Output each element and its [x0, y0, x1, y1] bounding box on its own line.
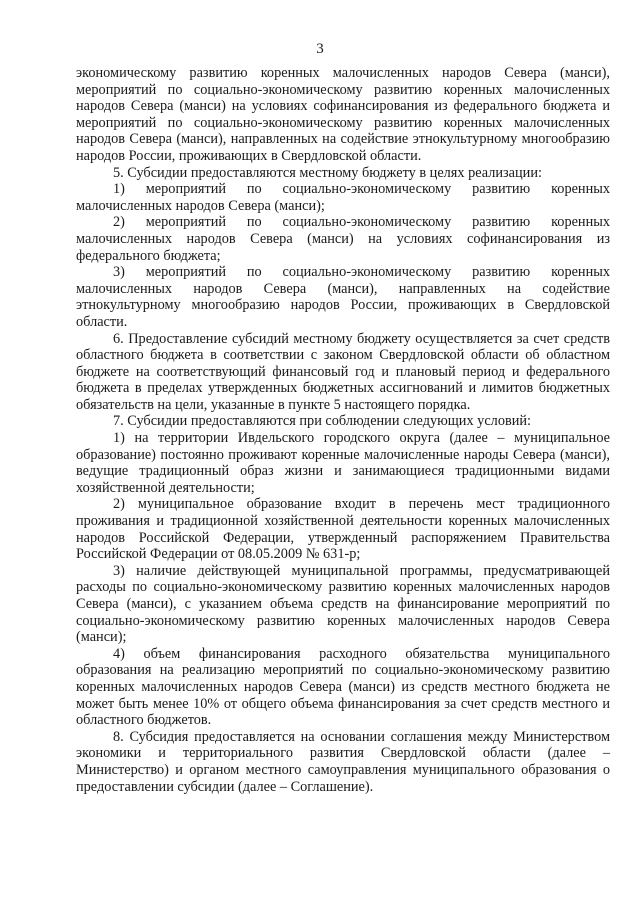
document-body: [76, 65, 610, 795]
paragraph-clause-7-item-3: 3) наличие действующей муниципальной программы, предусматривающей расходы по социально-экономическому развитию коренных малочисленных народов Севера (манси), с указанием объема средств на финансирование мероприятий по социально-экономическому развитию коренных малочисленных народов Севера (манси);: [76, 562, 610, 646]
paragraph-clause-5-item-1: 1) мероприятий по социально-экономическому развитию коренных малочисленных народов Севера (манси);: [76, 181, 610, 214]
paragraph-continuation: экономическому развитию коренных малочисленных народов Севера (манси), мероприятий по социально-экономическому развитию коренных малочисленных народов Севера (манси) на условиях софинансирования из федерального бюджета и мероприятий по социально-экономическому развитию коренных малочисленных народов Севера (манси), направленных на содействие этнокультурному многообразию народов России, проживающих в Свердловской области.: [76, 65, 610, 164]
paragraph-clause-5-item-3: 3) мероприятий по социально-экономическому развитию коренных малочисленных народов Севера (манси), направленных на содействие этнокультурному многообразию народов России, проживающих в Свердловской области.: [76, 264, 610, 330]
paragraph-clause-5-item-2: 2) мероприятий по социально-экономическому развитию коренных малочисленных народов Севера (манси) на условиях софинансирования из федерального бюджета;: [76, 214, 610, 264]
paragraph-clause-7-item-4: 4) объем финансирования расходного обязательства муниципального образования на реализацию мероприятий по социально-экономическому развитию коренных малочисленных народов Севера (манси) из средств местного бюджета не может быть менее 10% от общего объема финансирования за счет средств местного и областного бюджетов.: [76, 645, 610, 729]
paragraph-clause-7: 7. Субсидии предоставляются при соблюдении следующих условий:: [113, 413, 531, 430]
paragraph-clause-5: 5. Субсидии предоставляются местному бюджету в целях реализации:: [113, 164, 542, 181]
paragraph-clause-7-item-1: 1) на территории Ивдельского городского округа (далее – муниципальное образование) постоянно проживают коренные малочисленные народы Севера (манси), ведущие традиционный образ жизни и занимающиеся традиционными видами хозяйственной деятельности;: [76, 430, 610, 496]
page-number: 3: [316, 41, 324, 57]
paragraph-clause-6: 6. Предоставление субсидий местному бюджету осуществляется за счет средств областного бюджета в соответствии с законом Свердловской области об областном бюджете на соответствующий финансовый год и плановый период и федерального бюджета в пределах утвержденных бюджетных ассигнований и лимитов бюджетных обязательств на цели, указанные в пункте 5 настоящего порядка.: [76, 330, 610, 413]
paragraph-clause-8: 8. Субсидия предоставляется на основании соглашения между Министерством экономики и территориального развития Свердловской области (далее – Министерство) и органом местного самоуправления муниципального образования о предоставлении субсидии (далее – Соглашение).: [76, 728, 610, 795]
paragraph-clause-7-item-2: 2) муниципальное образование входит в перечень мест традиционного проживания и традиционной хозяйственной деятельности коренных малочисленных народов Российской Федерации, утвержденный распоряжением Правительства Российской Федерации от 08.05.2009 № 631-р;: [76, 496, 610, 563]
